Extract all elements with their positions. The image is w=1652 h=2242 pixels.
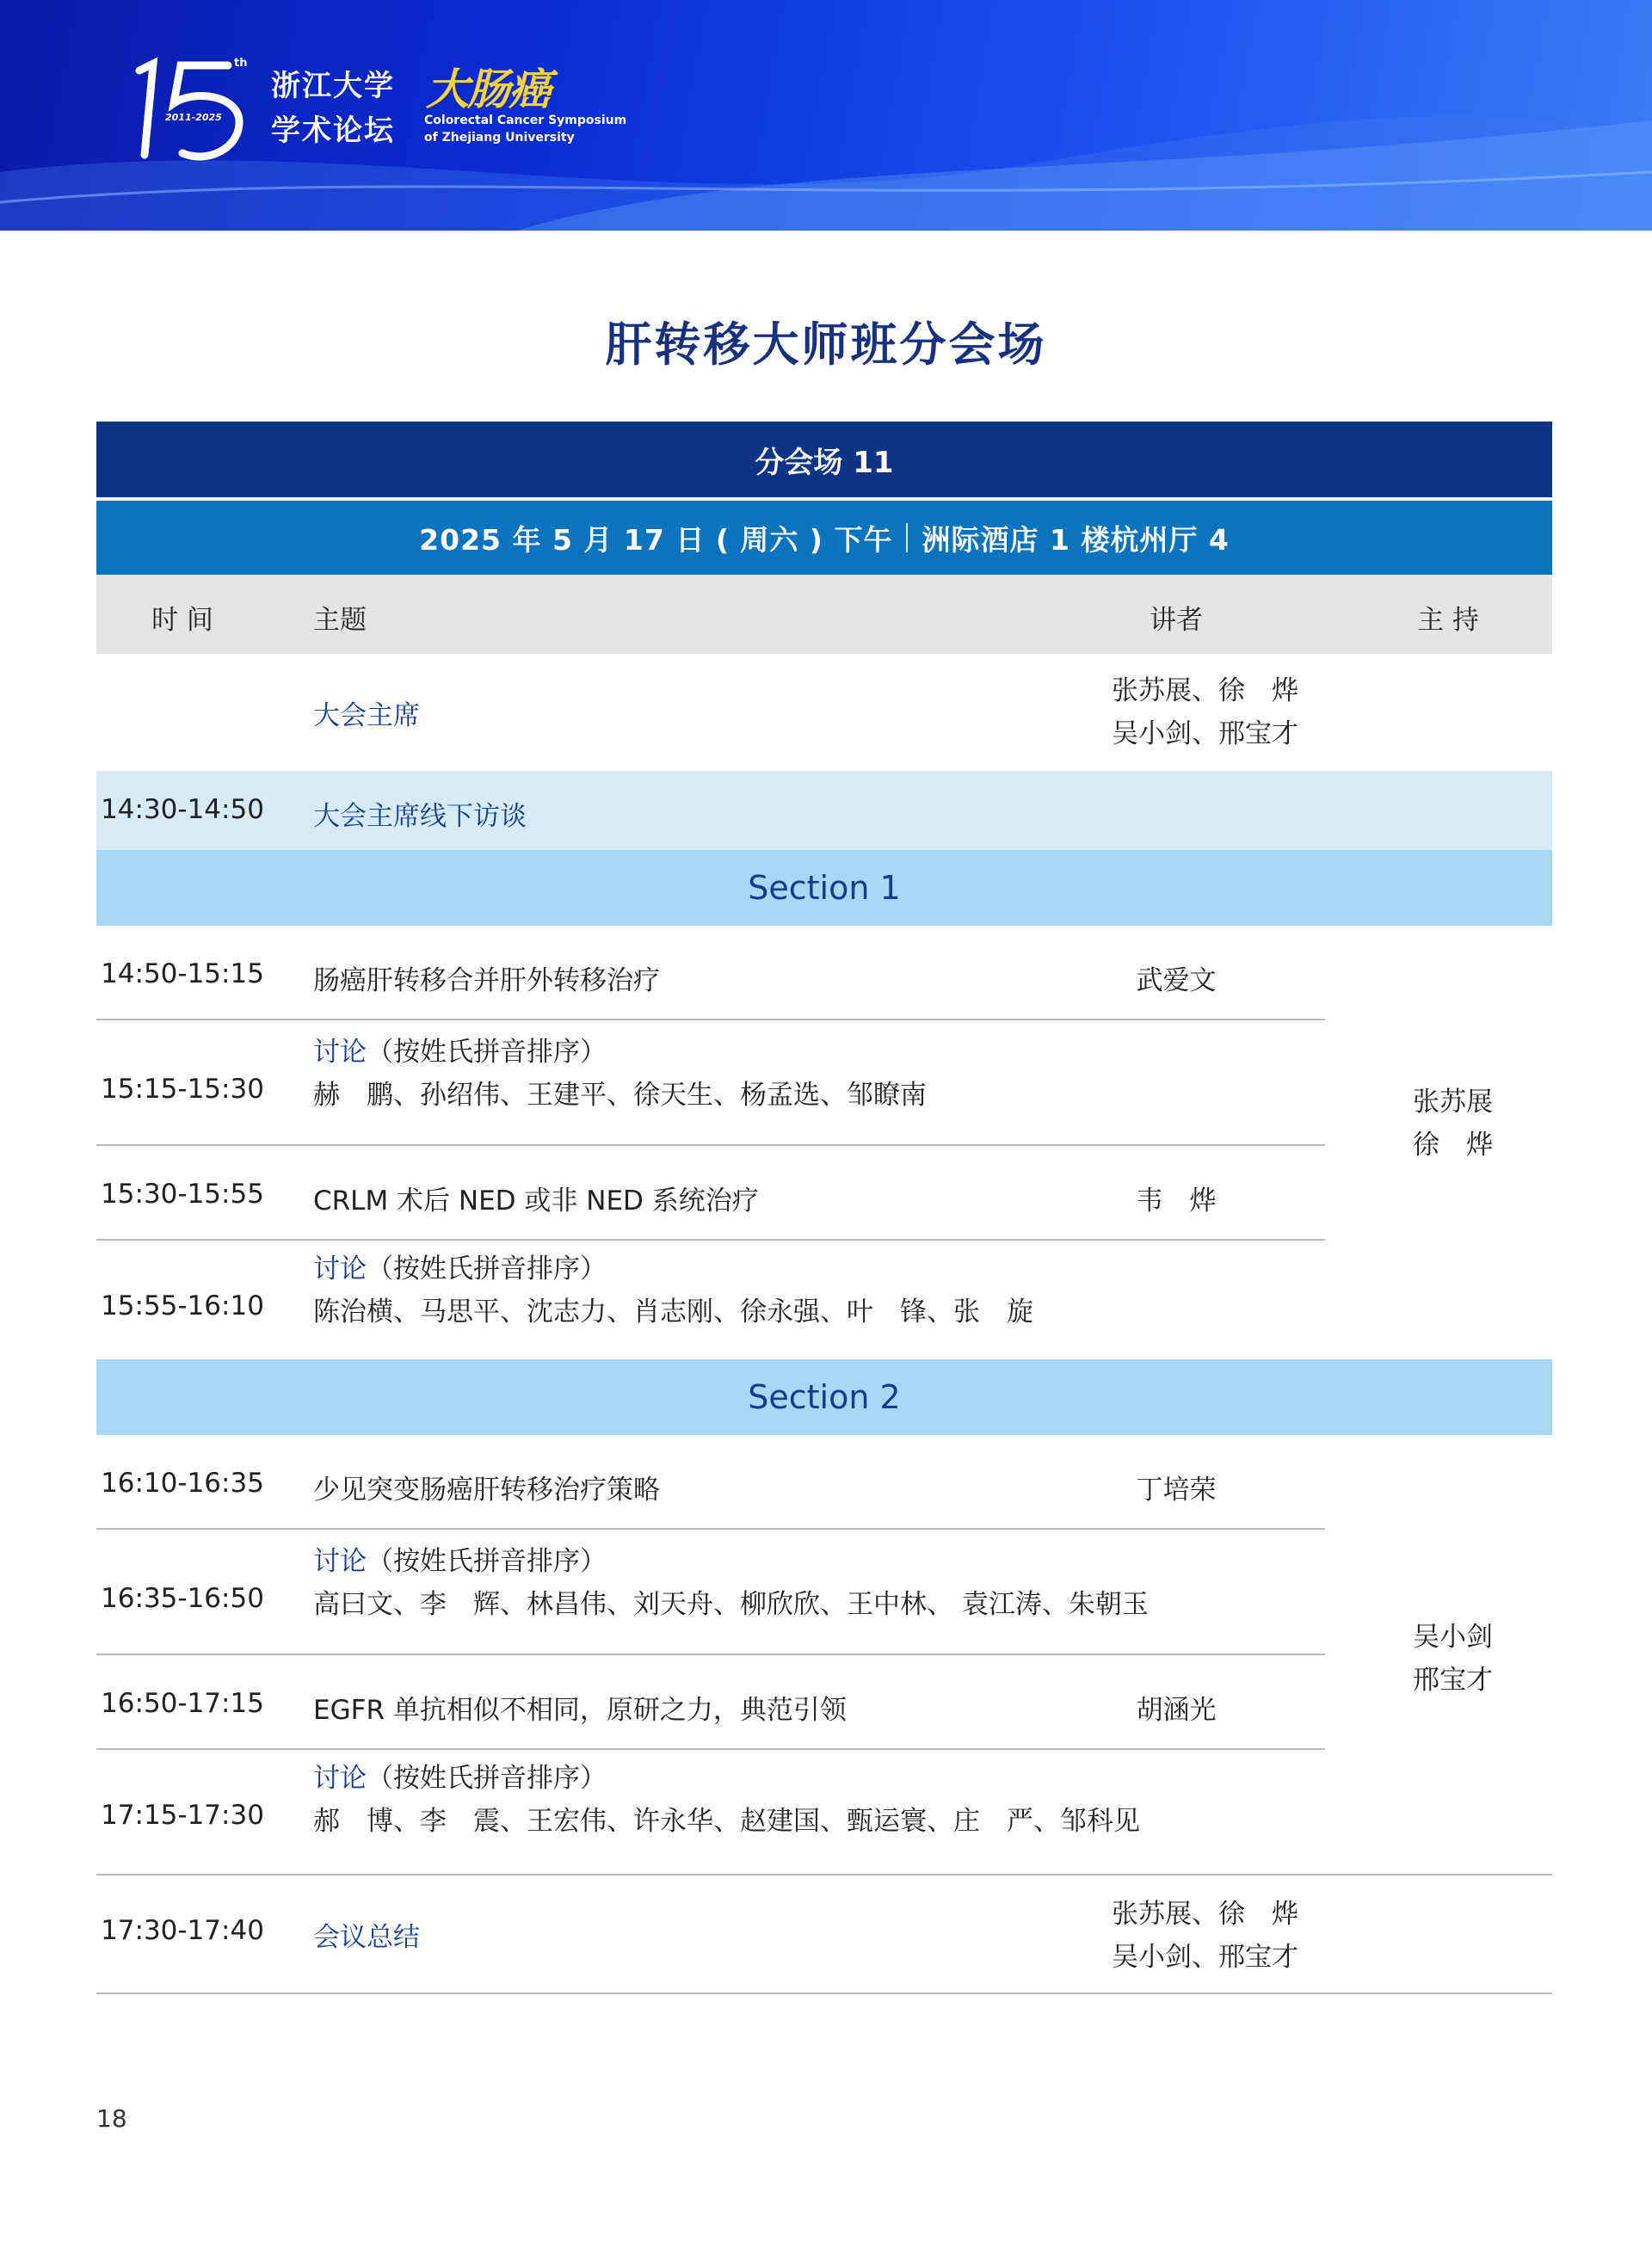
discussion-block [313, 1247, 1033, 1333]
row-time: 15:30-15:55 [101, 1179, 264, 1210]
row-time: 15:15-15:30 [101, 1074, 264, 1105]
page-number: 18 [96, 2104, 127, 2133]
chair-speakers [1112, 669, 1298, 755]
discussion-label: 讨论 [313, 1253, 367, 1284]
discussion-note: （按姓氏拼音排序） [367, 1037, 607, 1068]
row-time: 15:55-16:10 [101, 1290, 264, 1321]
discussion-label: 讨论 [313, 1037, 367, 1068]
row-time: 16:35-16:50 [101, 1583, 264, 1614]
discussion-names: 郝 博、李 震、王宏伟、许永华、赵建国、甄运寰、庄 严、邹科见 [313, 1806, 1140, 1837]
summary-speakers-line2: 吴小剑、邢宝才 [1112, 1942, 1298, 1973]
table-row-summary [96, 1876, 1552, 1994]
table-row-chair [96, 654, 1552, 771]
chair-speakers-line2: 吴小剑、邢宝才 [1112, 718, 1298, 749]
row-divider [96, 1993, 1552, 1994]
discussion-block [313, 1757, 1140, 1843]
session-date: 2025 年 5 月 17 日 ( 周六 ) 下午 [419, 522, 893, 557]
row-time: 17:30-17:40 [101, 1915, 264, 1946]
row-divider [96, 1654, 1325, 1655]
row-time: 16:10-16:35 [101, 1468, 264, 1499]
host-name: 吴小剑 [1413, 1622, 1493, 1653]
row-divider [96, 1019, 1325, 1020]
row-speaker: 韦 烨 [1136, 1186, 1217, 1216]
row-time: 14:50-15:15 [101, 958, 264, 989]
logo-calligraphy: 大肠癌 [426, 64, 550, 114]
row-speaker: 武爱文 [1136, 965, 1217, 996]
row-speaker: 丁培荣 [1136, 1475, 1217, 1506]
discussion-names: 高曰文、李 辉、林昌伟、刘天舟、柳欣欣、王中林、 袁江涛、朱朝玉 [313, 1589, 1149, 1620]
col-header-time: 时 间 [151, 605, 213, 636]
discussion-names: 陈治横、马思平、沈志力、肖志刚、徐永强、叶 锋、张 旋 [313, 1297, 1033, 1327]
col-header-topic: 主题 [313, 605, 367, 636]
row-speaker: 胡涵光 [1136, 1695, 1217, 1726]
summary-topic: 会议总结 [313, 1922, 420, 1953]
section-2-body [96, 1435, 1552, 1876]
host-name: 张苏展 [1413, 1087, 1493, 1118]
col-header-speaker: 讲者 [1150, 605, 1203, 636]
row-topic: CRLM 术后 NED 或非 NED 系统治疗 [313, 1186, 759, 1216]
discussion-note: （按姓氏拼音排序） [367, 1763, 607, 1794]
row-divider [96, 1528, 1325, 1530]
logo-text-forum: 学术论坛 [271, 114, 395, 148]
row-divider [96, 1144, 1325, 1146]
section-1-bar: Section 1 [96, 850, 1552, 926]
date-venue-separator [906, 523, 908, 552]
discussion-label: 讨论 [313, 1546, 367, 1577]
row-divider [96, 1748, 1325, 1750]
row-time: 14:30-14:50 [101, 794, 264, 825]
discussion-note: （按姓氏拼音排序） [367, 1253, 607, 1284]
section-2-hosts [1344, 1616, 1552, 1702]
table-row-interview [96, 771, 1552, 850]
section-1-hosts [1344, 1081, 1552, 1167]
chair-topic: 大会主席 [313, 700, 420, 731]
session-bar: 分会场 11 [96, 422, 1552, 497]
row-topic: 少见突变肠癌肝转移治疗策略 [313, 1475, 660, 1506]
date-venue-bar [96, 501, 1552, 575]
logo-text-zju: 浙江大学 [271, 69, 395, 103]
symposium-logo [129, 53, 645, 165]
logo-15-mark [129, 53, 258, 165]
col-header-host: 主 持 [1417, 605, 1479, 636]
discussion-label: 讨论 [313, 1763, 367, 1794]
header-banner [0, 0, 1652, 231]
logo-english-line2: of Zhejiang University [424, 131, 575, 145]
row-topic: 肠癌肝转移合并肝外转移治疗 [313, 965, 660, 996]
summary-speakers-line1: 张苏展、徐 烨 [1112, 1899, 1298, 1930]
discussion-note: （按姓氏拼音排序） [367, 1546, 607, 1577]
section-2-bar: Section 2 [96, 1359, 1552, 1435]
logo-superscript: th [234, 57, 248, 70]
row-time: 16:50-17:15 [101, 1688, 264, 1719]
row-topic: EGFR 单抗相似不相同，原研之力，典范引领 [313, 1695, 847, 1726]
host-name: 徐 烨 [1413, 1130, 1493, 1161]
discussion-block [313, 1540, 1149, 1626]
logo-english-line1: Colorectal Cancer Symposium [424, 114, 627, 127]
session-venue: 洲际酒店 1 楼杭州厅 4 [922, 522, 1230, 557]
logo-years: 2011-2025 [165, 112, 222, 123]
summary-speakers [1112, 1893, 1298, 1979]
page-title: 肝转移大师班分会场 [605, 317, 1047, 372]
row-topic: 大会主席线下访谈 [313, 801, 527, 832]
section-1-body [96, 926, 1552, 1359]
chair-speakers-line1: 张苏展、徐 烨 [1112, 675, 1298, 706]
row-time: 17:15-17:30 [101, 1800, 264, 1831]
discussion-names: 赫 鹏、孙绍伟、王建平、徐天生、杨孟选、邹瞭南 [313, 1080, 927, 1111]
table-header-row [96, 575, 1552, 654]
discussion-block [313, 1031, 927, 1117]
host-name: 邢宝才 [1413, 1665, 1493, 1696]
row-divider [96, 1239, 1325, 1241]
schedule-table [96, 422, 1552, 1994]
